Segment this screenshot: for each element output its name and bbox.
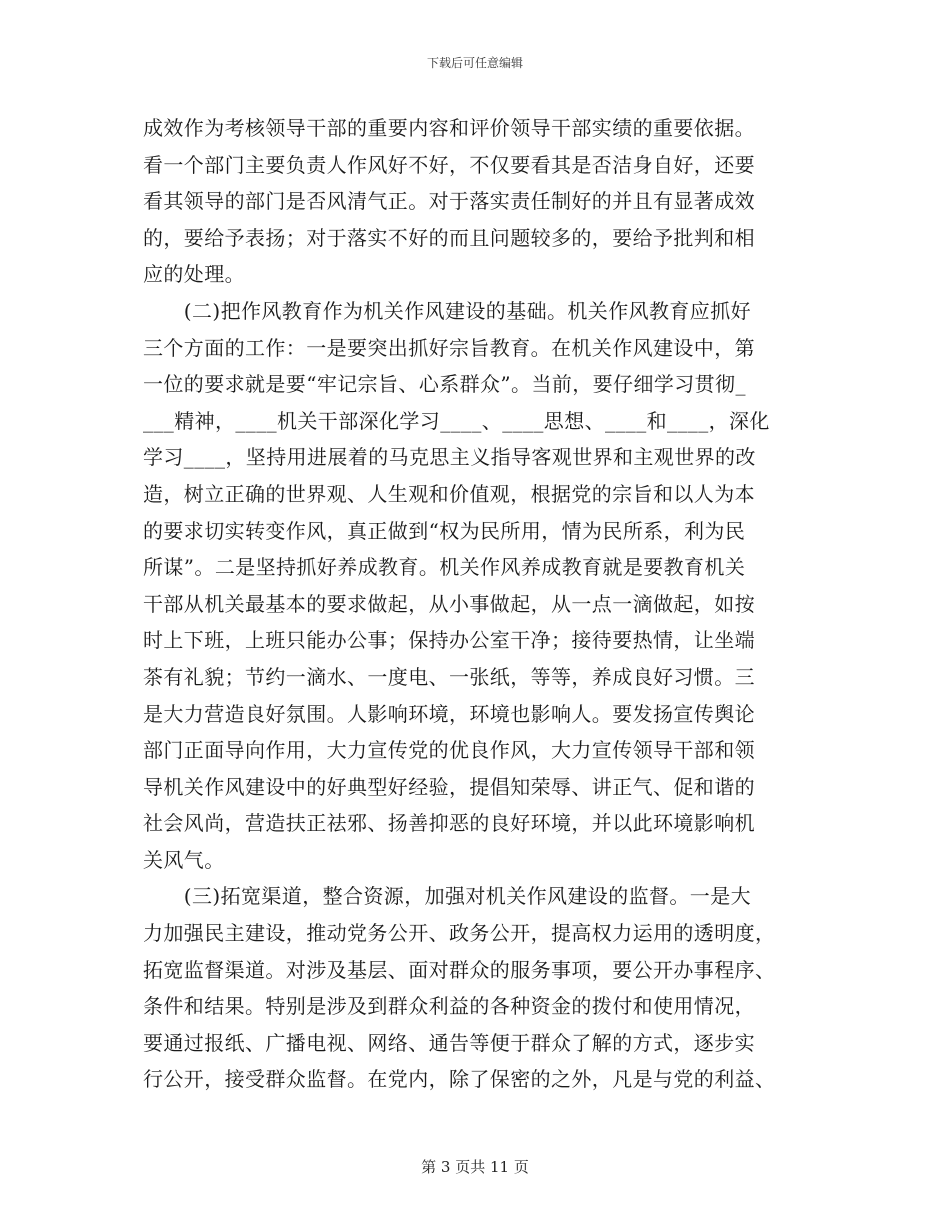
body-line: 干部从机关最基本的要求做起，从小事做起，从一点一滴做起，如按 xyxy=(143,591,755,616)
body-line: 条件和结果。特别是涉及到群众利益的各种资金的拨付和使用情况， xyxy=(143,994,755,1019)
body-line: 拓宽监督渠道。对涉及基层、面对群众的服务事项，要公开办事程序、 xyxy=(143,957,776,982)
document-body xyxy=(143,110,813,1098)
body-line: 看其领导的部门是否风清气正。对于落实责任制好的并且有显著成效 xyxy=(143,189,755,214)
body-line: 力加强民主建设，推动党务公开、政务公开，提高权力运用的透明度， xyxy=(143,921,776,946)
body-line: 时上下班，上班只能办公事；保持办公室干净；接待要热情，让坐端 xyxy=(143,628,755,653)
body-line: (三)拓宽渠道，整合资源，加强对机关作风建设的监督。一是大 xyxy=(143,884,752,909)
body-line: 社会风尚，营造扶正祛邪、扬善抑恶的良好环境，并以此环境影响机 xyxy=(143,811,755,836)
body-line: 学习____，坚持用进展着的马克思主义指导客观世界和主观世界的改 xyxy=(143,445,756,470)
page-header: 下载后可任意编辑 xyxy=(426,56,523,70)
body-line: (二)把作风教育作为机关作风建设的基础。机关作风教育应抓好 xyxy=(143,298,752,323)
body-line: 三个方面的工作：一是要突出抓好宗旨教育。在机关作风建设中，第 xyxy=(143,335,755,360)
body-line: 导机关作风建设中的好典型好经验，提倡知荣辱、讲正气、促和谐的 xyxy=(143,774,755,799)
body-line: 造，树立正确的世界观、人生观和价值观，根据党的宗旨和以人为本 xyxy=(143,481,755,506)
body-line: 的要求切实转变作风，真正做到“权为民所用，情为民所系，利为民 xyxy=(143,518,746,543)
body-line: 应的处理。 xyxy=(143,262,245,287)
body-line: 的，要给予表扬；对于落实不好的而且问题较多的，要给予批判和相 xyxy=(143,225,755,250)
body-line: 是大力营造良好氛围。人影响环境，环境也影响人。要发扬宣传舆论 xyxy=(143,701,755,726)
body-line: 关风气。 xyxy=(143,847,225,872)
body-line: ___精神，____机关干部深化学习____、____思想、____和____，深化 xyxy=(143,408,770,433)
body-line: 茶有礼貌；节约一滴水、一度电、一张纸，等等，养成良好习惯。三 xyxy=(143,664,755,689)
body-line: 一位的要求就是要“牢记宗旨、心系群众”。当前，要仔细学习贯彻_ xyxy=(143,372,746,397)
body-line: 看一个部门主要负责人作风好不好，不仅要看其是否洁身自好，还要 xyxy=(143,152,755,177)
page-number-footer: 第 3 页共 11 页 xyxy=(421,1158,529,1176)
body-line: 部门正面导向作用，大力宣传党的优良作风，大力宣传领导干部和领 xyxy=(143,738,755,763)
body-line: 要通过报纸、广播电视、网络、通告等便于群众了解的方式，逐步实 xyxy=(143,1030,755,1055)
body-line: 行公开，接受群众监督。在党内，除了保密的之外，凡是与党的利益、 xyxy=(143,1067,776,1092)
body-line: 成效作为考核领导干部的重要内容和评价领导干部实绩的重要依据。 xyxy=(143,116,755,140)
body-line: 所谋”。二是坚持抓好养成教育。机关作风养成教育就是要教育机关 xyxy=(143,555,746,580)
